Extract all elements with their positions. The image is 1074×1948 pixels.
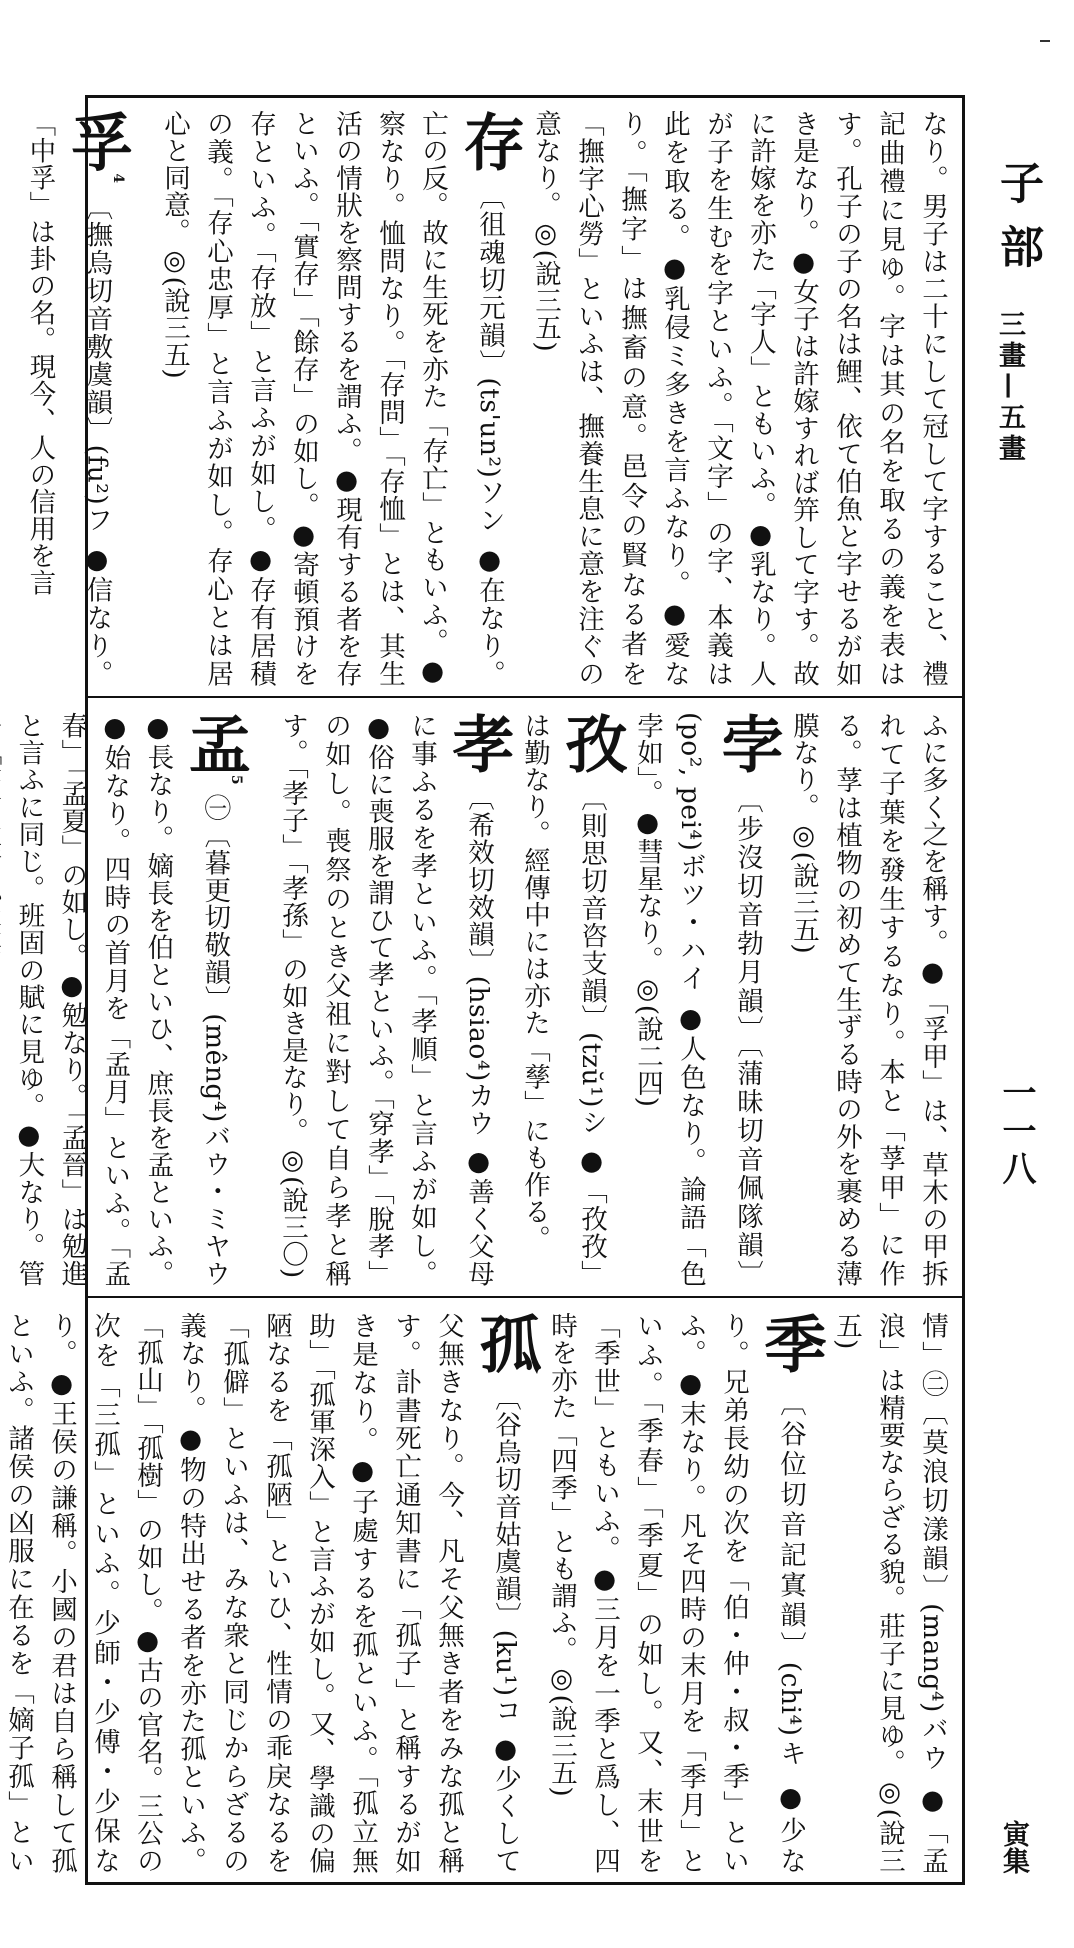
entry-continuation — [825, 1312, 954, 1874]
entry-xiao — [271, 712, 513, 1287]
stroke-range: 三畫—五畫 — [994, 310, 1025, 465]
entry-text: 〔谷位切音記寘韻〕(chi⁴)キ ●少なり。兄弟長幼の次を「伯・仲・叔・季」といふ。●末なり。凡そ四時の末月を「季月」といふ。「季春」「季夏」の如し。又、末世を「季世」ともいふ。●三月を一季と爲し、四時を亦た「四季」とも謂ふ。◎(說三五) — [546, 1312, 806, 1874]
entry-cun — [153, 110, 524, 687]
headword — [60, 110, 133, 184]
headword: 孛 — [711, 712, 784, 777]
stroke-number: 5 — [228, 774, 244, 786]
entry-zi — [513, 712, 626, 1287]
headword-char: 孟 — [178, 712, 252, 775]
radical-title: 子部 — [992, 160, 1043, 288]
entry-text: 情」㊁〔莫浪切漾韻〕(mang⁴)バウ ●「孟浪」は精要ならざる貌。莊子に見ゆ。◎(說三五) — [831, 1312, 948, 1874]
entry-meng — [0, 712, 271, 1287]
headword: 季 — [754, 1312, 827, 1378]
entry-text: ふに多く之を稱す。●「孚甲」は、草木の甲拆れて子葉を發生するなり。本と「莩甲」に作る。莩は植物の初めて生ずる時の外を裹める薄膜なり。◎(說三五) — [788, 712, 948, 1287]
band-columns — [3, 1312, 954, 1874]
band-middle — [13, 700, 962, 1295]
entry-text: なり。男子は二十にして冠して字すること、禮記曲禮に見ゆ。字は其の名を取るの義を表はす。孔子の子の名は鯉、依て伯魚と字せるが如き是なり。●女子は許嫁すれば笄して字す。故に許嫁を亦た「字人」ともいふ。●乳なり。人が子を生むを字といふ。「文字」の字、本義は此を取る。●乳侵ミ多きを言ふなり。●愛なり。「撫字」は撫畜の意。邑令の賢なる者を「撫字心勞」といふは、撫養生息に意を注ぐの意なり。◎(說三五) — [530, 110, 948, 687]
headword — [178, 712, 251, 785]
margin-mark — [1040, 40, 1050, 42]
headword: 孤 — [469, 1312, 542, 1375]
entry-ji — [540, 1312, 825, 1874]
entry-bo — [626, 712, 782, 1287]
entry-fu — [18, 110, 153, 687]
entry-continuation — [524, 110, 954, 687]
entry-text: 〔希效切效韻〕(hsiao⁴)カウ ●善く父母に事ふるを孝といふ。「孝順」と言ふが如し。●俗に喪服を謂ひて孝といふ。「穿孝」「脫孝」の如し。喪祭のとき父祖に對して自ら孝と稱す。「孝子」「孝孫」の如き是なり。◎(說三〇) — [277, 712, 494, 1287]
entry-gu — [0, 1312, 540, 1874]
page-number: 一一八 — [996, 1075, 1036, 1189]
headword: 孜 — [555, 712, 628, 776]
band-top — [24, 98, 962, 695]
entry-text: 〔撫烏切音敷虞韻〕(fu²)フ ●信なり。「中孚」は卦の名。現今、人の信用を言 — [24, 110, 113, 687]
band-columns — [24, 110, 954, 687]
band-bottom — [3, 1300, 962, 1882]
headword: 存 — [453, 110, 526, 174]
entry-text: 〔則思切音咨支韻〕(tzŭ¹)シ ●「孜孜」は勤なり。經傳中には亦た「孳」にも作る。 — [519, 712, 607, 1287]
band-divider-2 — [85, 1296, 965, 1298]
entry-text: 〔谷烏切音姑虞韻〕(ku¹)コ ●少くして父無きなり。今、凡そ父無き者をみな孤と稱す。訃書死亡通知書に「孤子」と稱するが如き是なり。●子處するを孤といふ。「孤立無助」「孤軍深入」と言ふが如し。又、學識の偏陋なるを「孤陋」といひ、性情の乖戾なるを「孤僻」といふは、みな衆と同じからざるの義なり。●物の特出せる者を亦た孤といふ。「孤山」「孤樹」の如し。●古の官名。三公の次を「三孤」といふ。少師・少傅・少保なり。●王侯の謙稱。小國の君は自ら稱して孤といふ。諸侯の凶服に在るを「嫡子孤」とい — [3, 1312, 521, 1874]
band-divider-1 — [85, 696, 965, 698]
entry-continuation — [782, 712, 954, 1287]
volume-label: 寅集 — [998, 1820, 1029, 1874]
stroke-number: 4 — [110, 173, 126, 184]
entry-text: 〔徂魂切元韻〕(ts'un²)ソン ●在なり。亡の反。故に生死を亦た「存亡」ともいふ。●察なり。恤問なり。「存問」「存恤」とは、其生活の情狀を察問するを謂ふ。●現有する者を存といふ。「實存」「餘存」の如し。●寄頓預けを存といふ。「存放」と言ふが如し。●存有居積の義。「存心忠厚」と言ふが如し。存心とは居心と同意。◎(說三五) — [159, 110, 505, 687]
entry-text: 〔步沒切音勃月韻〕〔蒲昧切音佩隊韻〕(po², pei⁴)ボツ・ハイ ●人色なり。論語「色孛如」。●彗星なり。◎(說二四) — [632, 712, 763, 1287]
headword-char: 孚 — [60, 110, 134, 174]
entry-text: ㊀〔暮更切敬韻〕(mêng⁴)バウ・ミヤウ ●長なり。嫡長を伯といひ、庶長を孟といふ。●始なり。四時の首月を「孟月」といふ。「孟春」「孟夏」の如し。●勉なり。「孟晉」は勉進と言ふに同じ。班固の賦に見ゆ。●大なり。管 — [13, 712, 231, 1287]
band-columns — [13, 712, 954, 1287]
headword: 孝 — [442, 712, 515, 775]
